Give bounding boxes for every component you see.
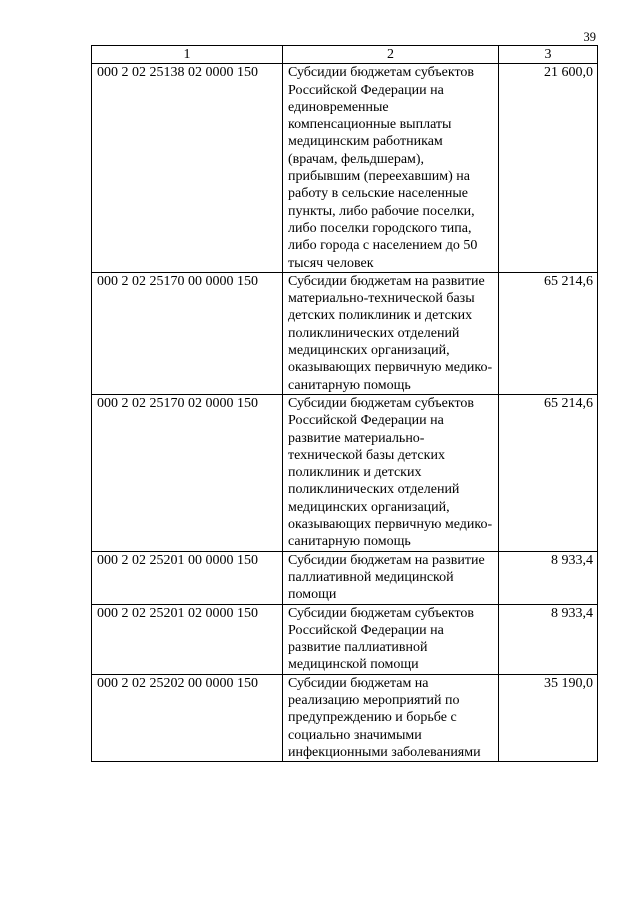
description-cell: Субсидии бюджетам на развитие материально-технической базы детских поликлиник и детских поликлинических отделений медицинских организаций, оказывающих первичную медико-санитарную помощь xyxy=(283,272,499,394)
budget-code-cell: 000 2 02 25201 00 0000 150 xyxy=(92,551,283,604)
budget-code-cell: 000 2 02 25202 00 0000 150 xyxy=(92,674,283,761)
description-cell: Субсидии бюджетам на развитие паллиативной медицинской помощи xyxy=(283,551,499,604)
table-row xyxy=(92,394,598,551)
amount-cell: 8 933,4 xyxy=(499,551,598,604)
amount-cell: 21 600,0 xyxy=(499,64,598,273)
description-cell: Субсидии бюджетам субъектов Российской Федерации на единовременные компенсационные выплаты медицинским работникам (врачам, фельдшерам), прибывшим (переехавшим) на работу в сельские населенные пункты, либо рабочие поселки, либо поселки городского типа, либо города с населением до 50 тысяч человек xyxy=(283,64,499,273)
column-header-description: 2 xyxy=(283,46,499,64)
table-row xyxy=(92,272,598,394)
budget-code-cell: 000 2 02 25201 02 0000 150 xyxy=(92,604,283,674)
table-row xyxy=(92,674,598,761)
column-header-amount: 3 xyxy=(499,46,598,64)
budget-code-cell: 000 2 02 25138 02 0000 150 xyxy=(92,64,283,273)
table-header-row xyxy=(92,46,598,64)
budget-code-cell: 000 2 02 25170 02 0000 150 xyxy=(92,394,283,551)
table-row xyxy=(92,551,598,604)
table-row xyxy=(92,64,598,273)
description-cell: Субсидии бюджетам субъектов Российской Федерации на развитие паллиативной медицинской помощи xyxy=(283,604,499,674)
budget-code-cell: 000 2 02 25170 00 0000 150 xyxy=(92,272,283,394)
page-number: 39 xyxy=(583,30,596,44)
budget-table xyxy=(91,45,598,762)
amount-cell: 65 214,6 xyxy=(499,394,598,551)
description-cell: Субсидии бюджетам на реализацию мероприятий по предупреждению и борьбе с социально значимыми инфекционными заболеваниями xyxy=(283,674,499,761)
amount-cell: 65 214,6 xyxy=(499,272,598,394)
amount-cell: 8 933,4 xyxy=(499,604,598,674)
description-cell: Субсидии бюджетам субъектов Российской Федерации на развитие материально-технической базы детских поликлиник и детских поликлинических отделений медицинских организаций, оказывающих первичную медико-санитарную помощь xyxy=(283,394,499,551)
column-header-code: 1 xyxy=(92,46,283,64)
table-row xyxy=(92,604,598,674)
amount-cell: 35 190,0 xyxy=(499,674,598,761)
